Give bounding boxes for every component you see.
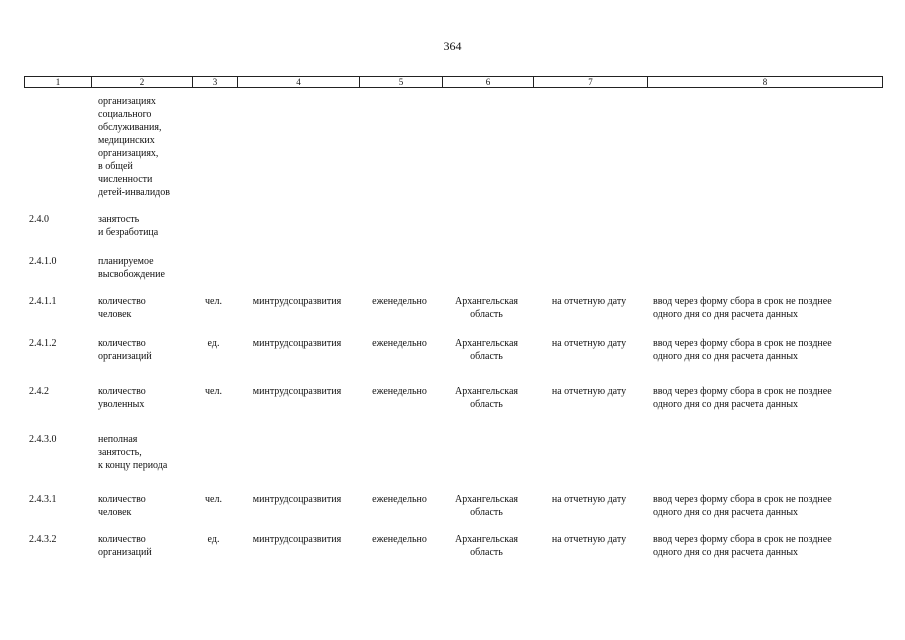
row-method: одного дня со дня расчета данных (653, 507, 799, 518)
row-name: организаций (98, 547, 152, 558)
row-unit: чел. (205, 296, 222, 307)
row-code: 2.4.3.2 (29, 534, 57, 545)
row-unit: ед. (207, 534, 220, 545)
row-name: планируемое (98, 256, 154, 267)
row-region: область (470, 351, 503, 362)
row-name: человек (98, 507, 132, 518)
row-name: количество (98, 494, 146, 505)
row-date: на отчетную дату (551, 386, 627, 397)
row-name: количество (98, 386, 146, 397)
row-frequency: еженедельно (372, 494, 427, 505)
intro-line: организациях, (98, 148, 159, 159)
row-method: одного дня со дня расчета данных (653, 351, 799, 362)
row-name: занятость (98, 214, 140, 225)
row-method: ввод через форму сбора в срок не позднее (653, 386, 832, 397)
row-date: на отчетную дату (551, 494, 627, 505)
row-code: 2.4.0 (29, 214, 49, 225)
row-name: количество (98, 296, 146, 307)
row-source: минтрудсоцразвития (252, 534, 342, 545)
row-region: область (470, 309, 503, 320)
row-source: минтрудсоцразвития (252, 338, 342, 349)
table-header-row (24, 76, 883, 88)
row-method: одного дня со дня расчета данных (653, 399, 799, 410)
header-cell-4: 4 (237, 77, 359, 87)
row-code: 2.4.3.1 (29, 494, 57, 505)
row-method: ввод через форму сбора в срок не позднее (653, 534, 832, 545)
header-cell-8: 8 (647, 77, 882, 87)
header-cell-1: 1 (55, 77, 61, 87)
row-name: человек (98, 309, 132, 320)
row-name: организаций (98, 351, 152, 362)
row-method: ввод через форму сбора в срок не позднее (653, 338, 832, 349)
header-cell-3: 3 (192, 77, 237, 87)
row-region: Архангельская (454, 338, 519, 349)
row-frequency: еженедельно (372, 296, 427, 307)
row-region: Архангельская (454, 494, 519, 505)
row-name: высвобождение (98, 269, 165, 280)
row-name: занятость, (98, 447, 142, 458)
row-method: ввод через форму сбора в срок не позднее (653, 296, 832, 307)
row-region: Архангельская (454, 386, 519, 397)
row-date: на отчетную дату (551, 338, 627, 349)
row-name: количество (98, 338, 146, 349)
header-cell-5: 5 (359, 77, 442, 87)
intro-line: медицинских (98, 135, 155, 146)
header-cell-6: 6 (442, 77, 533, 87)
intro-line: детей-инвалидов (98, 187, 170, 198)
row-name: неполная (98, 434, 138, 445)
row-unit: чел. (205, 386, 222, 397)
header-cell-7: 7 (533, 77, 647, 87)
row-method: одного дня со дня расчета данных (653, 547, 799, 558)
row-region: область (470, 547, 503, 558)
row-name: к концу периода (98, 460, 168, 471)
row-source: минтрудсоцразвития (252, 296, 342, 307)
row-code: 2.4.1.2 (29, 338, 57, 349)
row-name: и безработица (98, 227, 159, 238)
row-frequency: еженедельно (372, 386, 427, 397)
intro-line: численности (98, 174, 153, 185)
row-code: 2.4.1.0 (29, 256, 57, 267)
row-region: Архангельская (454, 534, 519, 545)
row-method: одного дня со дня расчета данных (653, 309, 799, 320)
header-cell-2: 2 (91, 77, 192, 87)
row-source: минтрудсоцразвития (252, 494, 342, 505)
row-date: на отчетную дату (551, 296, 627, 307)
row-code: 2.4.2 (29, 386, 49, 397)
row-region: область (470, 507, 503, 518)
row-date: на отчетную дату (551, 534, 627, 545)
row-method: ввод через форму сбора в срок не позднее (653, 494, 832, 505)
row-frequency: еженедельно (372, 338, 427, 349)
page-number: 364 (443, 39, 462, 53)
intro-line: в общей (98, 161, 133, 172)
intro-line: обслуживания, (98, 122, 162, 133)
row-code: 2.4.1.1 (29, 296, 57, 307)
row-frequency: еженедельно (372, 534, 427, 545)
row-region: область (470, 399, 503, 410)
row-name: уволенных (98, 399, 145, 410)
row-name: количество (98, 534, 146, 545)
intro-line: социального (98, 109, 152, 120)
row-code: 2.4.3.0 (29, 434, 57, 445)
row-unit: ед. (207, 338, 220, 349)
intro-line: организациях (98, 96, 156, 107)
row-source: минтрудсоцразвития (252, 386, 342, 397)
row-region: Архангельская (454, 296, 519, 307)
row-unit: чел. (205, 494, 222, 505)
